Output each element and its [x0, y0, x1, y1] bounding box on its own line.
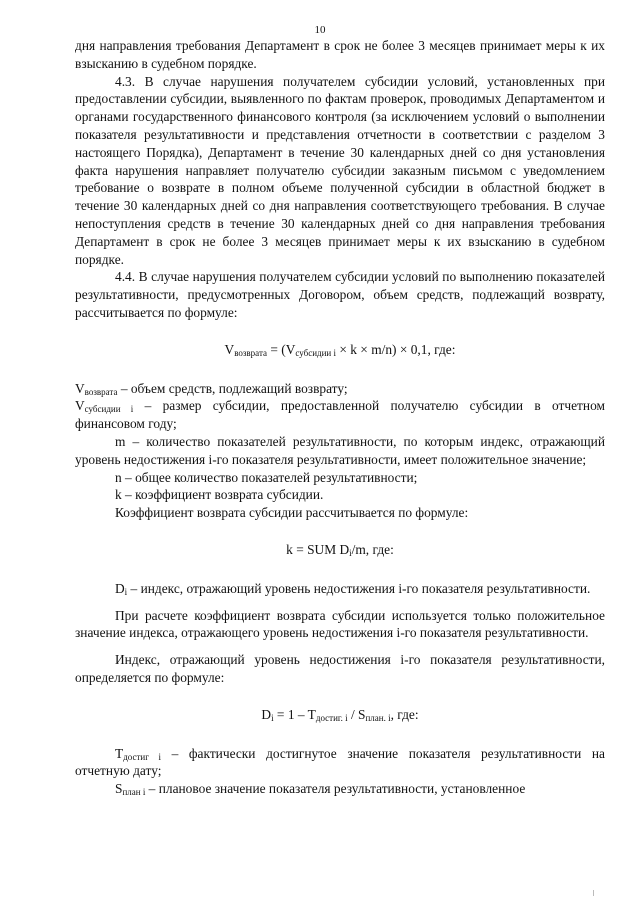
formula-refund-volume: $V_{возврата} = (V_{субсидии i} \times k \times m/n) \times 0,1$, где: — [224, 341, 456, 358]
page-number: 10 — [314, 24, 326, 36]
definition-m: m – количество показателей результативности, по которым индекс, отражающий уровень недостижения i-го показателя результативности, имеет положительное значение; — [75, 433, 605, 467]
paragraph-4-3: 4.3. В случае нарушения получателем субсидии условий, установленных при предоставлении субсидии, выявленного по фактам проверок, проводимых Департаментом и органами государственного финансового контроля (за исключением условий о выполнении показателя результативности и представления отчетности в соответствии с разделом 3 настоящего Порядка), Департамент в течение 30 календарных дней со дня установления факта нарушения направляет получателю субсидии заказным письмом с уведомлением требование о возврате в полном объеме полученной субсидии в областной бюджет в течение 30 календарных дней со дня направления соответствующего требования. В случае непоступления средств в течение 30 календарных дней со дня направления требования Департамент в срок не более 3 месяцев принимает меры к их взысканию в судебном порядке. — [75, 73, 605, 267]
definition-k: k – коэффициент возврата субсидии. — [115, 487, 324, 503]
definition-s: $S_{план i}$ – плановое значение показателя результативности, установленное — [115, 781, 526, 798]
formula-coefficient: k = SUM $D_i/m$, где: — [286, 541, 394, 558]
paragraph-index: Индекс, отражающий уровень недостижения i-го показателя результативности, определяется по формуле: — [75, 652, 605, 685]
spacer — [75, 642, 605, 651]
scan-mark — [593, 890, 594, 896]
formula-index: $D_i = 1 - T_{достиг. i} / S_{план. i}$, где: — [261, 706, 419, 723]
paragraph-coefficient: Коэффициент возврата субсидии рассчитывается по формуле: — [115, 505, 469, 521]
paragraph-4-4: 4.4. В случае нарушения получателем субсидии условий по выполнению показателей результативности, предусмотренных Договором, объем средств, подлежащий возврату, рассчитывается по формуле: — [75, 269, 605, 320]
paragraph-continuation: дня направления требования Департамент в срок не более 3 месяцев принимает меры к их взысканию в судебном порядке. — [75, 38, 605, 71]
definition-n: n – общее количество показателей результативности; — [115, 469, 418, 485]
definition-v-subsidy: $V_{субсидии i}$ – размер субсидии, предоставленной получателю субсидии в отчетном финансовом году; — [75, 398, 605, 432]
spacer — [75, 598, 605, 607]
document-body — [75, 37, 605, 798]
definition-t: $T_{достиг i}$ – фактически достигнутое значение показателя результативности на отчетную дату; — [75, 745, 606, 779]
definition-d: $D_i$ – индекс, отражающий уровень недостижения i-го показателя результативности. — [115, 580, 591, 597]
definition-v-refund: $V_{возврата}$ – объем средств, подлежащий возврату; — [75, 380, 348, 397]
paragraph-calculation: При расчете коэффициент возврата субсидии используется только положительное значение индекса, отражающего уровень недостижения i-го показателя результативности. — [75, 607, 605, 641]
